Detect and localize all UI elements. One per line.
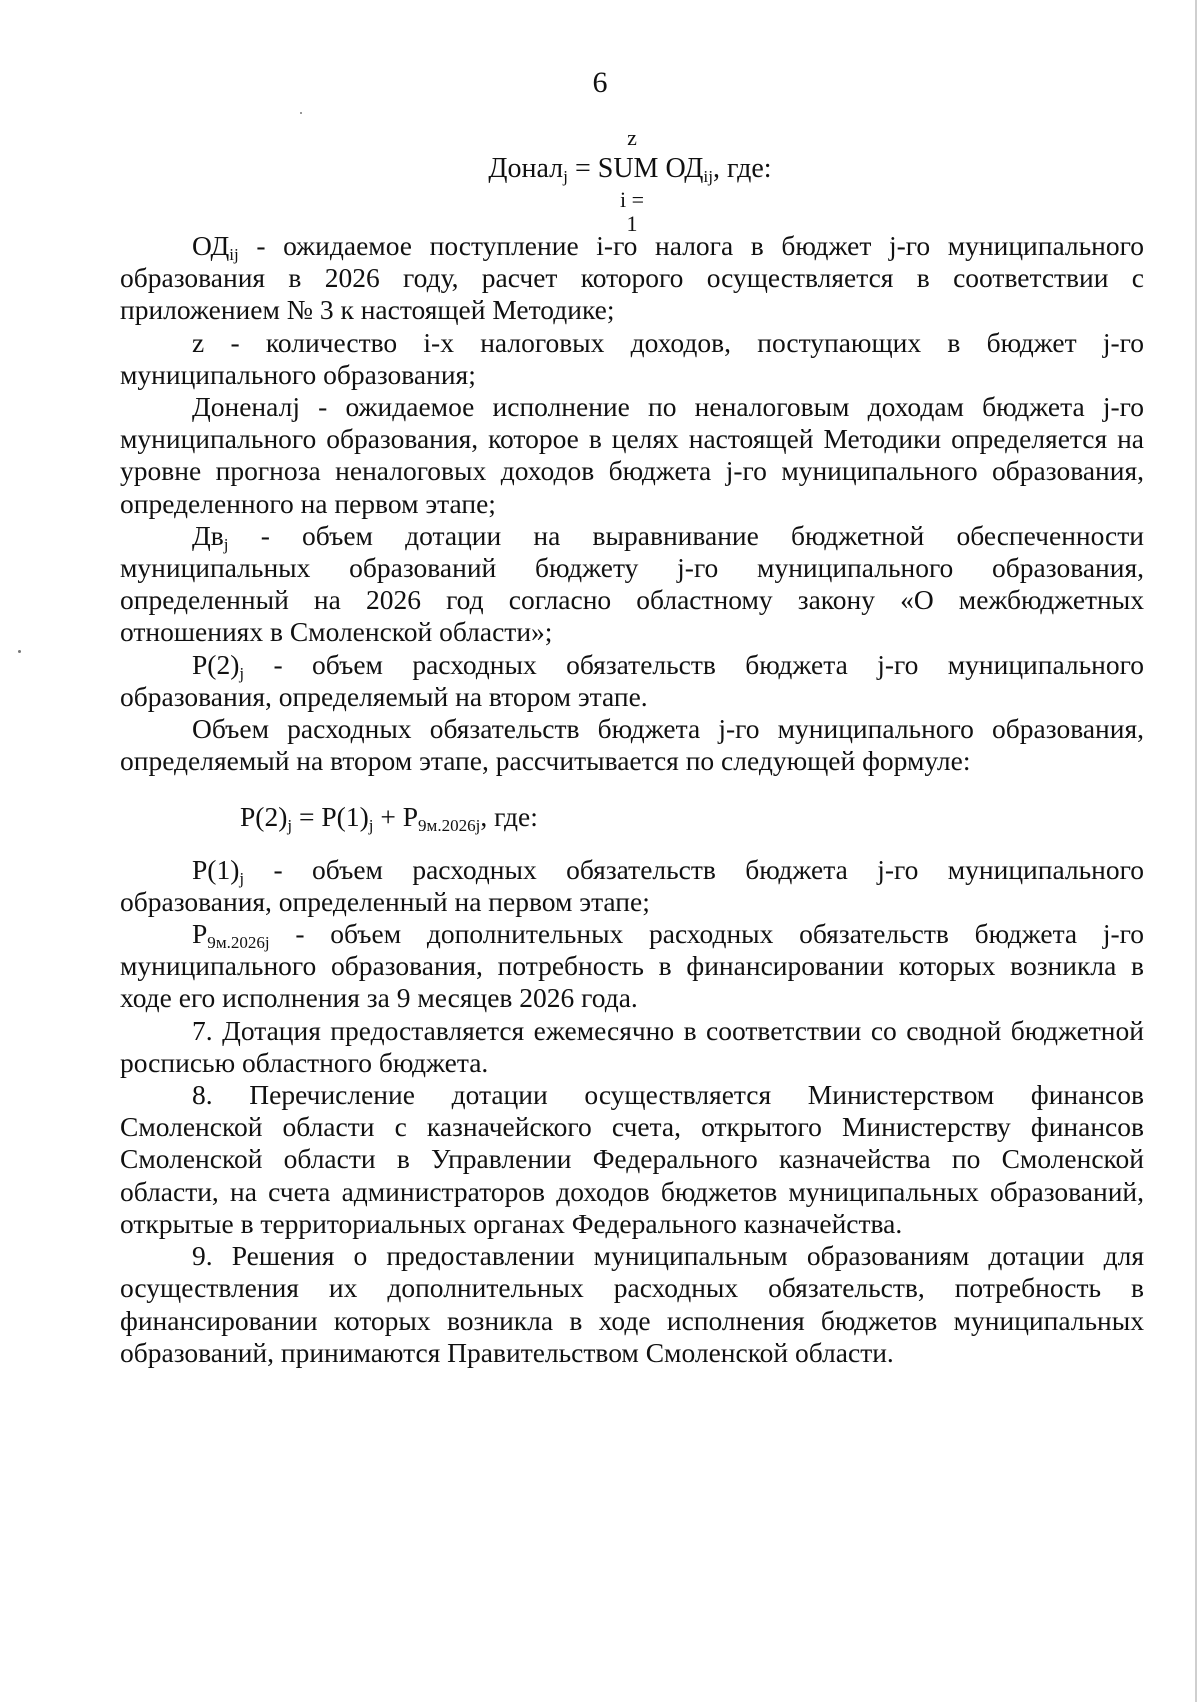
formula-sum: = SUM ОД [567, 153, 704, 184]
definition-r2 [120, 649, 1144, 713]
symbol-subscript: j [223, 534, 229, 554]
formula-term: + Р [373, 801, 419, 833]
definition-odij [120, 230, 1144, 327]
formula-intro: Объем расходных обязательств бюджета j-го муниципального образования, определяемый на втором этапе, рассчитывается по следующей формуле: [120, 713, 1144, 777]
symbol-subscript: j [239, 663, 245, 683]
scan-speck [300, 112, 302, 114]
clause-9: 9. Решения о предоставлении муниципальным образованиям дотации для осуществления их дополнительных расходных обязательств, потребность в финансировании которых возникла в ходе исполнения бюджетов муниципальных образований, принимаются Правительством Смоленской области. [120, 1240, 1144, 1368]
scan-speck [18, 650, 21, 653]
symbol: Р(1) [192, 853, 240, 885]
page-number: 6 [592, 66, 608, 99]
definition-text: - объем расходных обязательств бюджета j-го муниципального образования, определенный на первом этапе; [120, 853, 1144, 917]
sum-upper-limit: z [627, 125, 637, 150]
definition-text: - объем дополнительных расходных обязательств бюджета j-го муниципального образования, потребность в финансировании которых возникла в ходе его исполнения за 9 месяцев 2026 года. [120, 918, 1144, 1014]
symbol: ОД [192, 230, 230, 261]
formula-subscript: j [368, 816, 374, 836]
symbol: Р [192, 918, 208, 950]
definition-text: - объем расходных обязательств бюджета j-го муниципального образования, определяемый на втором этапе. [120, 648, 1144, 712]
formula-sum-subscript: ij [703, 167, 714, 187]
clause-8: 8. Перечисление дотации осуществляется Министерством финансов Смоленской области с казначейского счета, открытого Министерству финансов Смоленской области в Управлении Федерального казначейства по Смоленской области, на счета администраторов доходов бюджетов муниципальных образований, открытые в территориальных органах Федерального казначейства. [120, 1079, 1144, 1239]
formula-subscript: j [287, 816, 293, 836]
sum-lower-limit: i = 1 [619, 187, 645, 236]
formula-subscript: 9м.2026j [418, 816, 481, 836]
scan-edge [1195, 0, 1197, 1702]
symbol-subscript: 9м.2026j [207, 933, 270, 953]
symbol-subscript: j [239, 868, 245, 888]
r2-formula [120, 801, 1144, 836]
formula-lhs: Донал [488, 153, 564, 184]
formula-term: = Р(1) [292, 801, 369, 833]
definition-dv [120, 520, 1144, 649]
clause-7: 7. Дотация предоставляется ежемесячно в соответствии со сводной бюджетной росписью областного бюджета. [120, 1014, 1144, 1078]
definition-text: - объем дотации на выравнивание бюджетной обеспеченности муниципальных образований бюджету j-го муниципального образования, определенный на 2026 год согласно областному закону «О межбюджетных отношениях в Смоленской области»; [120, 519, 1144, 648]
formula-tail: , где: [713, 153, 772, 184]
formula-term: Р(2) [240, 801, 288, 833]
definition-z: z - количество i-х налоговых доходов, поступающих в бюджет j-го муниципального образования; [120, 326, 1144, 390]
body-text [120, 230, 1144, 1369]
definition-text: - ожидаемое поступление i-го налога в бюджет j-го муниципального образования в 2026 году, расчет которого осуществляется в соответствии с приложением № 3 к настоящей Методике; [120, 230, 1144, 326]
definition-r1 [120, 854, 1144, 918]
formula-lhs-subscript: j [563, 167, 568, 187]
formula-tail: , где: [480, 801, 538, 833]
symbol: Р(2) [192, 648, 240, 680]
sum-formula-line [0, 152, 1200, 186]
definition-r9m [120, 918, 1144, 1015]
definition-donenal: Доненалj - ожидаемое исполнение по неналоговым доходам бюджета j-го муниципального образования, которое в целях настоящей Методики определяется на уровне прогноза неналоговых доходов бюджета j-го муниципального образования, определенного на первом этапе; [120, 391, 1144, 519]
symbol-subscript: ij [229, 245, 239, 265]
symbol: Дв [192, 519, 224, 551]
